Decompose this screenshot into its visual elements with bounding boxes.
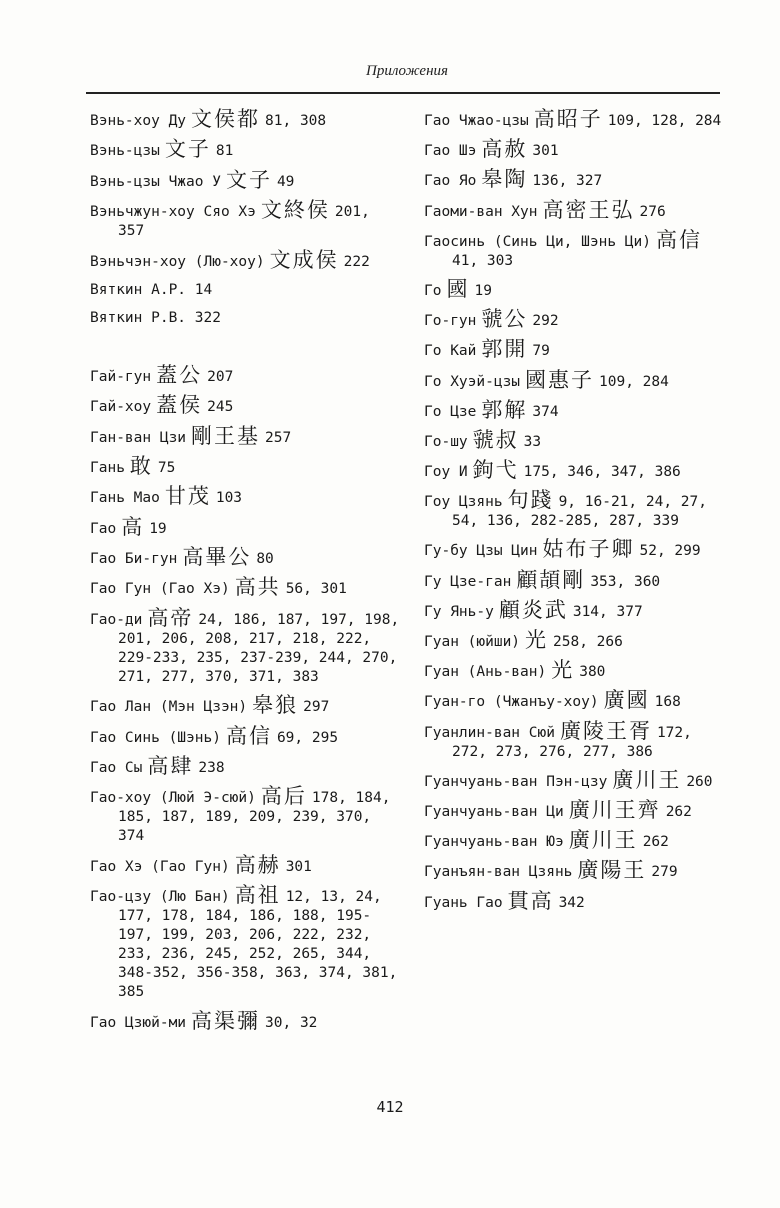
index-entry bbox=[424, 658, 724, 683]
index-entry bbox=[90, 167, 400, 192]
entry-pages: 301 bbox=[285, 858, 312, 875]
entry-name: Гуанлин-ван Сюй bbox=[424, 724, 555, 741]
entry-pages: 136, 327 bbox=[532, 173, 603, 190]
entry-hanzi: 廣國 bbox=[603, 688, 650, 713]
index-entry bbox=[424, 797, 724, 822]
entry-name: Гао Би-гун bbox=[90, 551, 178, 568]
entry-pages: 201, 357 bbox=[118, 204, 370, 240]
index-entry bbox=[424, 107, 724, 131]
index-entry bbox=[90, 423, 400, 448]
index-entry bbox=[90, 575, 400, 600]
entry-name: Гао-ди bbox=[90, 611, 143, 628]
running-title: Приложения bbox=[365, 63, 448, 79]
index-entry bbox=[424, 367, 724, 392]
index-entry bbox=[90, 484, 400, 509]
entry-hanzi: 高赫 bbox=[234, 852, 281, 877]
entry-pages: 33 bbox=[523, 433, 542, 450]
entry-pages: 24, 186, 187, 197, 198, 201, 206, 208, 217, 218, 222, 229-233, 235, 237-239, 244, 270, 271, 277, 370, 371, 383 bbox=[118, 611, 400, 685]
index-entry bbox=[424, 307, 724, 332]
entry-name: Гао Шэ bbox=[424, 143, 477, 160]
entry-name: Гоу И bbox=[424, 464, 468, 481]
entry-hanzi: 鉤弋 bbox=[472, 458, 519, 483]
index-entry bbox=[424, 427, 724, 452]
index-entry bbox=[424, 276, 724, 301]
entry-pages: 353, 360 bbox=[590, 573, 661, 590]
entry-name: Гуанчуань-ван Юэ bbox=[424, 834, 564, 851]
entry-hanzi: 國 bbox=[446, 276, 470, 301]
entry-name: Гуан (юйши) bbox=[424, 634, 521, 650]
entry-hanzi: 高畢公 bbox=[182, 545, 252, 570]
entry-name: Гань bbox=[90, 459, 125, 476]
entry-pages: 322 bbox=[194, 310, 221, 327]
index-entry bbox=[90, 198, 400, 241]
entry-name: Ган-ван Цзи bbox=[90, 429, 187, 446]
entry-hanzi: 高密王弘 bbox=[542, 197, 635, 222]
entry-pages: 41, 303 bbox=[452, 252, 514, 269]
entry-pages: 12, 13, 24, 177, 178, 184, 186, 188, 195-197, 199, 203, 206, 222, 232, 233, 236, 245, 252, 265, 344, 348-352, 356-358, 363, 374, 381, 385 bbox=[118, 889, 398, 1001]
entry-hanzi: 甘茂 bbox=[164, 484, 211, 509]
entry-pages: 69, 295 bbox=[276, 729, 339, 746]
entry-pages: 56, 301 bbox=[285, 581, 347, 598]
index-entry bbox=[424, 197, 724, 222]
entry-pages: 49 bbox=[276, 173, 295, 190]
index-entry bbox=[424, 597, 724, 622]
entry-name: Гао-хоу (Люй Э-сюй) bbox=[90, 790, 256, 807]
entry-hanzi: 高帝 bbox=[147, 605, 194, 630]
entry-name: Гуан (Ань-ван) bbox=[424, 664, 547, 681]
entry-hanzi: 文成侯 bbox=[269, 247, 339, 272]
entry-hanzi: 廣陵王胥 bbox=[559, 718, 652, 743]
entry-name: Гай-гун bbox=[90, 368, 152, 385]
entry-pages: 245 bbox=[207, 399, 234, 416]
entry-hanzi: 敢 bbox=[129, 453, 153, 478]
entry-pages: 109, 284 bbox=[599, 373, 669, 390]
entry-hanzi: 高昭子 bbox=[533, 107, 603, 131]
entry-name: Вэньчжун-хоу Сяо Хэ bbox=[90, 204, 256, 221]
entry-hanzi: 高信 bbox=[225, 723, 272, 748]
entry-name: Гао-цзу (Лю Бан) bbox=[90, 889, 230, 906]
entry-hanzi: 郭解 bbox=[481, 397, 528, 422]
entry-hanzi: 文子 bbox=[225, 167, 272, 192]
entry-hanzi: 國惠子 bbox=[525, 367, 595, 392]
entry-name: Го bbox=[424, 282, 442, 299]
entry-pages: 103 bbox=[215, 490, 243, 507]
entry-hanzi: 郭開 bbox=[481, 337, 528, 362]
entry-hanzi: 高 bbox=[121, 514, 145, 539]
entry-pages: 292 bbox=[532, 313, 559, 330]
entry-pages: 222 bbox=[343, 253, 370, 270]
entry-pages: 30, 32 bbox=[265, 1014, 318, 1031]
entry-pages: 14 bbox=[194, 281, 213, 298]
index-entry bbox=[90, 1008, 400, 1033]
entry-name: Гу-бу Цзы Цин bbox=[424, 543, 538, 560]
entry-pages: 9, 16-21, 24, 27, 54, 136, 282-285, 287, 339 bbox=[452, 494, 707, 530]
index-entry bbox=[90, 107, 400, 131]
entry-hanzi: 蓋侯 bbox=[156, 393, 203, 418]
entry-pages: 297 bbox=[303, 699, 330, 716]
entry-name: Гао Гун (Гао Хэ) bbox=[90, 581, 230, 598]
entry-name: Гаоми-ван Хун bbox=[424, 203, 538, 220]
index-entry bbox=[90, 362, 400, 387]
entry-pages: 81 bbox=[215, 143, 234, 160]
entry-pages: 79 bbox=[532, 343, 550, 360]
entry-hanzi: 皋狼 bbox=[252, 693, 299, 718]
entry-hanzi: 高信 bbox=[655, 227, 702, 252]
index-entry bbox=[424, 888, 724, 913]
entry-name: Гуанчуань-ван Ци bbox=[424, 803, 564, 820]
index-entry bbox=[90, 281, 400, 300]
entry-pages: 258, 266 bbox=[553, 634, 623, 650]
index-entry bbox=[424, 688, 724, 713]
entry-pages: 262 bbox=[642, 834, 669, 851]
index-entry bbox=[90, 545, 400, 570]
index-entry bbox=[424, 537, 724, 562]
entry-pages: 178, 184, 185, 187, 189, 209, 239, 370, 374 bbox=[118, 790, 391, 845]
entry-name: Го-шу bbox=[424, 433, 468, 450]
entry-hanzi: 高赦 bbox=[481, 137, 528, 162]
entry-pages: 260 bbox=[686, 773, 713, 790]
entry-hanzi: 文終侯 bbox=[260, 198, 330, 223]
index-entry bbox=[90, 309, 400, 328]
index-entry bbox=[424, 337, 724, 362]
entry-name: Гуань Гао bbox=[424, 894, 503, 911]
entry-name: Гань Мао bbox=[90, 490, 160, 507]
entry-hanzi: 顧炎武 bbox=[498, 597, 568, 622]
index-entry bbox=[424, 488, 724, 531]
entry-hanzi: 虢叔 bbox=[472, 427, 519, 452]
entry-name: Го-гун bbox=[424, 313, 477, 330]
page-number: 412 bbox=[376, 1098, 404, 1116]
index-entry bbox=[90, 137, 400, 162]
entry-name: Гуанъян-ван Цзянь bbox=[424, 864, 573, 881]
index-entry bbox=[424, 137, 724, 162]
index-entry bbox=[424, 828, 724, 853]
header-rule bbox=[86, 92, 720, 94]
entry-pages: 172, 272, 273, 276, 277, 386 bbox=[452, 724, 692, 760]
index-entry bbox=[424, 397, 724, 422]
entry-name: Гай-хоу bbox=[90, 399, 152, 416]
index-entry bbox=[90, 453, 400, 478]
entry-pages: 301 bbox=[532, 143, 559, 160]
index-column-right bbox=[424, 107, 724, 922]
entry-name: Гао Чжао-цзы bbox=[424, 113, 529, 129]
entry-name: Гаосинь (Синь Ци, Шэнь Ци) bbox=[424, 233, 651, 250]
index-entry bbox=[424, 767, 724, 792]
entry-name: Гао Сы bbox=[90, 760, 143, 777]
entry-hanzi: 高后 bbox=[260, 784, 307, 809]
entry-pages: 52, 299 bbox=[639, 543, 701, 560]
entry-name: Гао Хэ (Гао Гун) bbox=[90, 858, 230, 875]
entry-name: Гоу Цзянь bbox=[424, 494, 503, 511]
entry-name: Го Хуэй-цзы bbox=[424, 373, 521, 390]
entry-pages: 314, 377 bbox=[572, 603, 643, 620]
entry-name: Гао Синь (Шэнь) bbox=[90, 729, 221, 746]
index-entry bbox=[424, 567, 724, 592]
entry-hanzi: 廣川王齊 bbox=[568, 797, 661, 822]
entry-hanzi: 廣陽王 bbox=[577, 858, 647, 883]
entry-name: Вэнь-цзы Чжао У bbox=[90, 173, 221, 190]
section-gap bbox=[90, 338, 400, 366]
entry-pages: 279 bbox=[651, 864, 678, 881]
entry-hanzi: 廣川王 bbox=[612, 767, 682, 792]
entry-hanzi: 文子 bbox=[164, 137, 211, 162]
entry-hanzi: 高共 bbox=[234, 575, 281, 600]
entry-hanzi: 文侯都 bbox=[191, 107, 261, 131]
index-entry bbox=[90, 883, 400, 1002]
entry-name: Гуанчуань-ван Пэн-цзу bbox=[424, 773, 608, 790]
entry-name: Гуан-го (Чжанъу-хоу) bbox=[424, 694, 599, 711]
entry-pages: 19 bbox=[474, 282, 492, 299]
entry-pages: 19 bbox=[149, 520, 167, 537]
entry-pages: 207 bbox=[207, 368, 234, 385]
entry-name: Гао Яо bbox=[424, 173, 477, 190]
entry-pages: 380 bbox=[579, 664, 606, 681]
entry-name: Гао bbox=[90, 520, 117, 537]
entry-hanzi: 高渠彌 bbox=[191, 1008, 261, 1033]
entry-name: Гу Цзе-ган bbox=[424, 573, 512, 590]
entry-hanzi: 姑布子卿 bbox=[542, 537, 635, 562]
entry-name: Гао Цзюй-ми bbox=[90, 1014, 187, 1031]
index-entry bbox=[90, 754, 400, 779]
index-entry bbox=[90, 693, 400, 718]
entry-pages: 276 bbox=[639, 203, 666, 220]
index-entry bbox=[90, 852, 400, 877]
entry-name: Го Цзе bbox=[424, 403, 477, 420]
entry-hanzi: 句踐 bbox=[507, 488, 554, 513]
entry-hanzi: 高肆 bbox=[147, 754, 194, 779]
index-entry bbox=[424, 227, 724, 271]
index-entry bbox=[424, 167, 724, 192]
entry-pages: 175, 346, 347, 386 bbox=[523, 464, 681, 481]
entry-name: Вяткин Р.В. bbox=[90, 310, 187, 327]
index-entry bbox=[90, 514, 400, 539]
entry-hanzi: 光 bbox=[551, 658, 575, 683]
entry-hanzi: 貫高 bbox=[507, 888, 554, 913]
entry-pages: 342 bbox=[558, 894, 585, 911]
index-entry bbox=[90, 605, 400, 687]
entry-name: Го Кай bbox=[424, 343, 477, 360]
index-entry bbox=[90, 247, 400, 272]
entry-name: Гу Янь-у bbox=[424, 603, 494, 620]
entry-pages: 257 bbox=[265, 429, 292, 446]
entry-pages: 75 bbox=[157, 459, 176, 476]
entry-hanzi: 顧頡剛 bbox=[516, 567, 586, 592]
entry-pages: 238 bbox=[198, 760, 225, 777]
entry-pages: 262 bbox=[665, 803, 692, 820]
index-entry bbox=[424, 718, 724, 762]
entry-hanzi: 高祖 bbox=[234, 883, 281, 908]
index-entry bbox=[90, 393, 400, 418]
index-entry bbox=[424, 458, 724, 483]
index-entry bbox=[90, 723, 400, 748]
entry-name: Гао Лан (Мэн Цзэн) bbox=[90, 699, 248, 716]
index-entry bbox=[90, 784, 400, 846]
entry-pages: 81, 308 bbox=[265, 113, 327, 129]
entry-name: Вэнь-цзы bbox=[90, 143, 160, 160]
entry-name: Вэньчэн-хоу (Лю-хоу) bbox=[90, 253, 265, 270]
entry-hanzi: 蓋公 bbox=[156, 362, 203, 387]
entry-pages: 374 bbox=[532, 403, 559, 420]
entry-hanzi: 虢公 bbox=[481, 307, 528, 332]
index-entry bbox=[424, 628, 724, 652]
entry-pages: 80 bbox=[256, 551, 274, 568]
index-column-left bbox=[90, 107, 400, 1042]
entry-pages: 168 bbox=[654, 694, 681, 711]
entry-name: Вэнь-хоу Ду bbox=[90, 113, 187, 129]
index-entry bbox=[424, 858, 724, 883]
entry-pages: 109, 128, 284 bbox=[607, 113, 722, 129]
entry-hanzi: 廣川王 bbox=[568, 828, 638, 853]
entry-hanzi: 光 bbox=[525, 628, 549, 652]
entry-hanzi: 剛王基 bbox=[191, 423, 261, 448]
entry-name: Вяткин А.Р. bbox=[90, 281, 187, 298]
entry-hanzi: 皋陶 bbox=[481, 167, 528, 192]
